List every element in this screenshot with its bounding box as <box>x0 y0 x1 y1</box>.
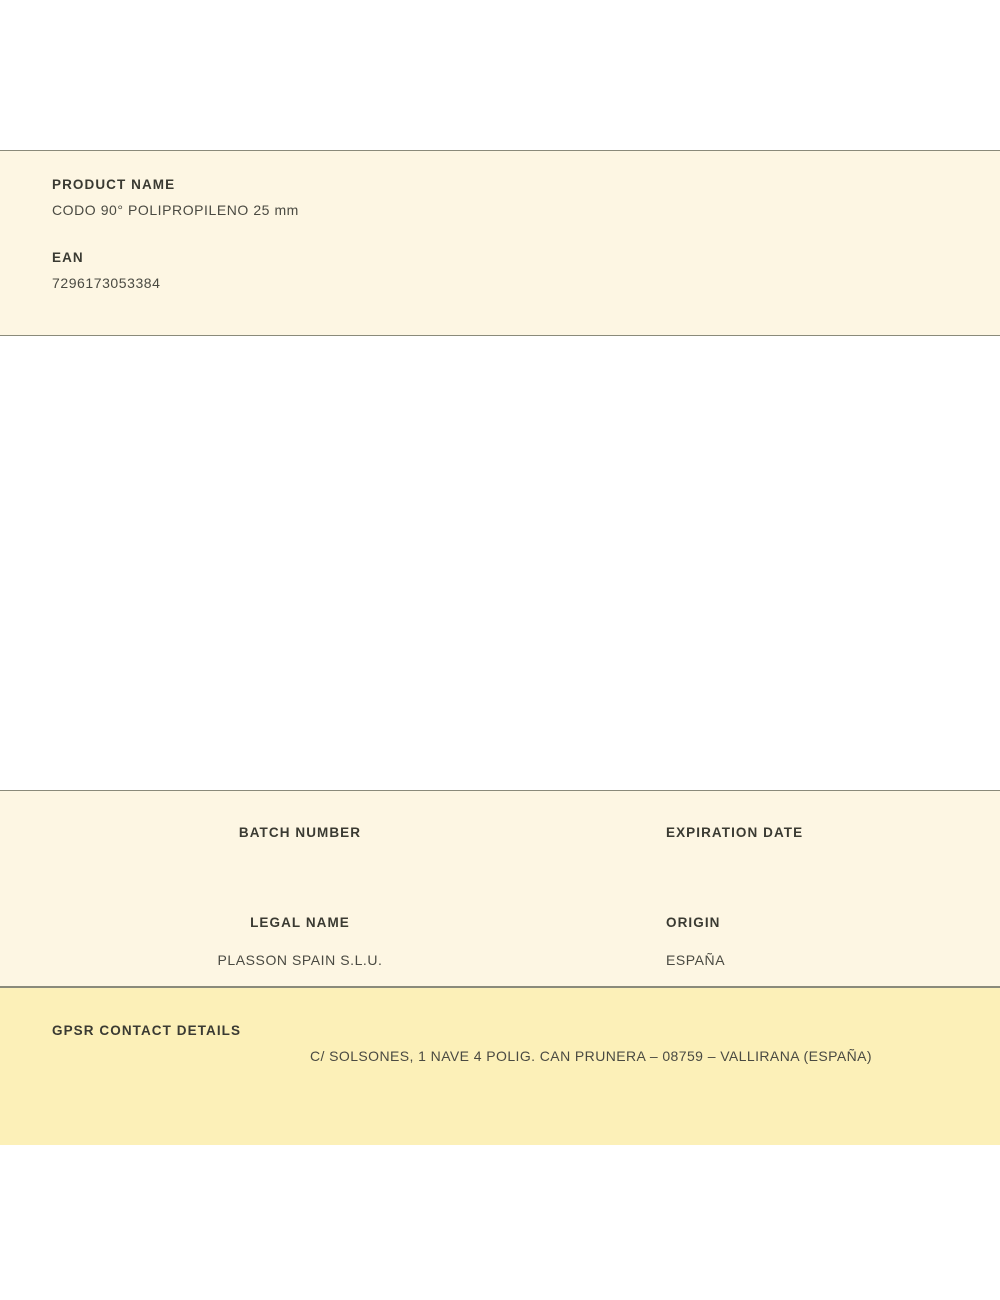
product-info-block <box>0 150 1000 336</box>
bottom-blank-area <box>0 1145 1000 1300</box>
batch-row <box>0 791 1000 881</box>
batch-number-field <box>0 825 600 862</box>
expiration-date-label: EXPIRATION DATE <box>666 825 804 840</box>
gpsr-contact-address: C/ SOLSONES, 1 NAVE 4 POLIG. CAN PRUNERA – 08759 – VALLIRANA (ESPAÑA) <box>310 1048 872 1064</box>
blank-content-area <box>0 336 1000 790</box>
ean-label: EAN <box>52 250 84 265</box>
gpsr-contact-block <box>0 987 1000 1145</box>
origin-value: ESPAÑA <box>666 952 726 968</box>
expiration-date-field <box>600 825 1000 862</box>
product-name-field <box>52 177 948 218</box>
product-name-value: CODO 90° POLIPROPILENO 25 mm <box>52 202 299 218</box>
origin-field <box>600 915 1000 968</box>
origin-label: ORIGIN <box>666 915 721 930</box>
gpsr-contact-label: GPSR CONTACT DETAILS <box>52 1023 242 1038</box>
legal-name-value: PLASSON SPAIN S.L.U. <box>217 952 383 968</box>
legal-name-field <box>0 915 600 968</box>
ean-field <box>52 250 948 291</box>
batch-number-label: BATCH NUMBER <box>238 825 362 840</box>
legal-name-label: LEGAL NAME <box>250 915 350 930</box>
batch-info-block <box>0 790 1000 987</box>
ean-value: 7296173053384 <box>52 275 161 291</box>
legal-row <box>0 881 1000 971</box>
product-name-label: PRODUCT NAME <box>52 177 176 192</box>
